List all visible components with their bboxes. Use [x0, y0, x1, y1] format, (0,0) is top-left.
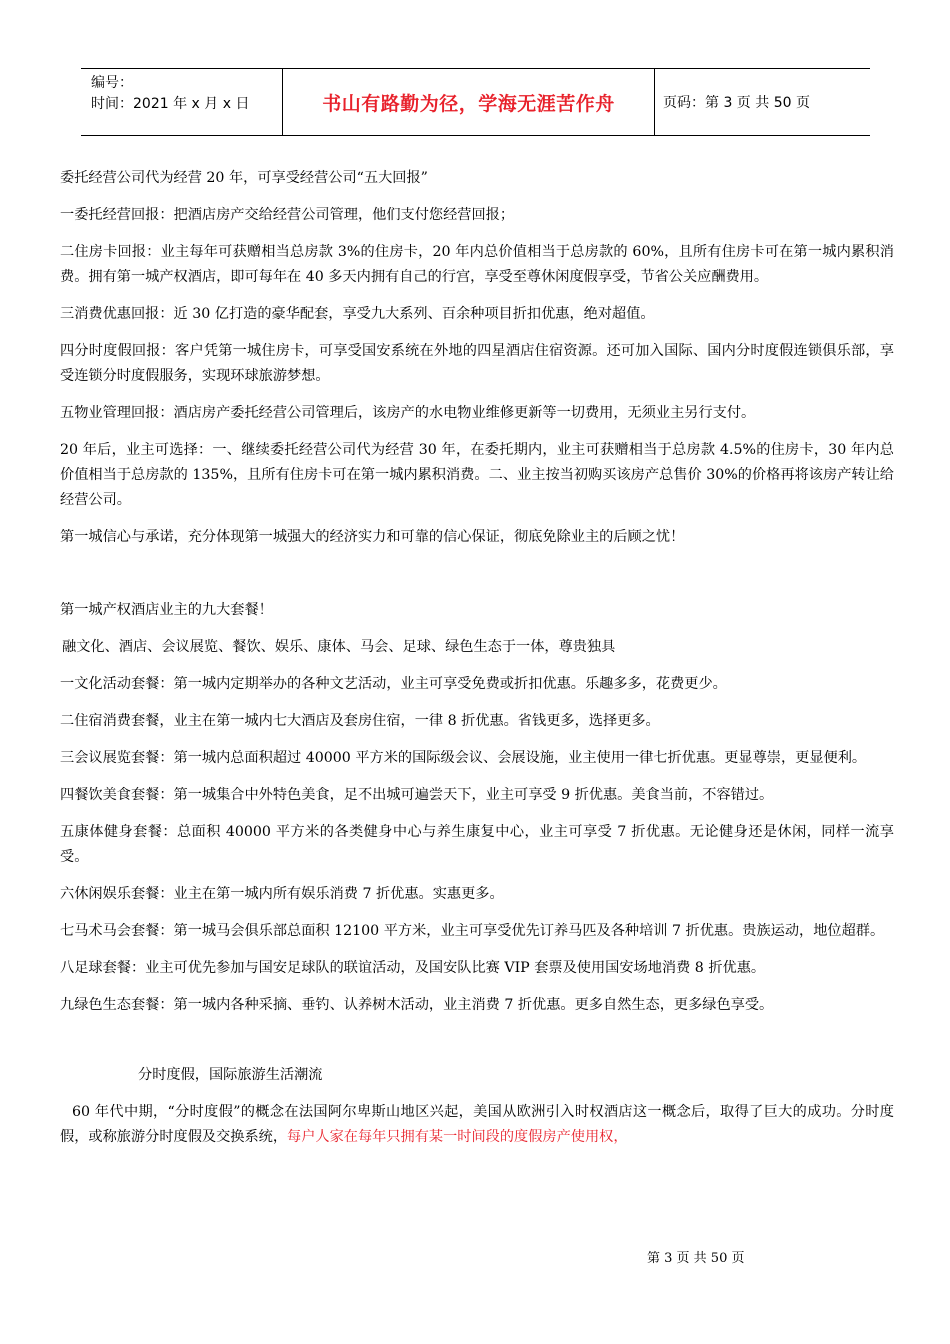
header-page-info: 页码：第 3 页 共 50 页	[663, 95, 810, 111]
paragraph-return-4: 四分时度假回报：客户凭第一城住房卡，可享受国安系统在外地的四星酒店住宿资源。还可加入国际、国内分时度假连锁俱乐部，享受连锁分时度假服务，实现环球旅游梦想。	[60, 343, 894, 384]
header-number-label: 编号：	[91, 75, 133, 91]
timeshare-highlight: 每户人家在每年只拥有某一时间段的度假房产使用权，	[287, 1129, 628, 1145]
package-item: 九绿色生态套餐：第一城内各种采摘、垂钓、认养树木活动，业主消费 7 折优惠。更多自然生态，更多绿色享受。	[60, 997, 774, 1013]
section-spacer	[60, 562, 894, 598]
header-motto: 书山有路勤为径，学海无涯苦作舟	[282, 69, 655, 135]
package-item: 七马术马会套餐：第一城马会俱乐部总面积 12100 平方米，业主可享受优先订养马匹及各种培训 7 折优惠。贵族运动，地位超群。	[60, 923, 885, 939]
paragraph-return-2: 二住房卡回报：业主每年可获赠相当总房款 3%的住房卡，20 年内总价值相当于总房款的 60%，且所有住房卡可在第一城内累积消费。拥有第一城产权酒店，即可每年在 40 多天内拥有自己的行宫，享受至尊休闲度假享受，节省公关应酬费用。	[60, 244, 894, 285]
timeshare-paragraph	[60, 1100, 894, 1150]
timeshare-title: 分时度假，国际旅游生活潮流	[138, 1067, 323, 1083]
package-item: 八足球套餐：业主可优先参加与国安足球队的联谊活动，及国安队比赛 VIP 套票及使用国安场地消费 8 折优惠。	[60, 960, 766, 976]
header-time-label: 时间：2021 年 x 月 x 日	[91, 96, 250, 112]
paragraph-intro: 委托经营公司代为经营 20 年，可享受经营公司“五大回报”	[60, 170, 428, 186]
document-body	[60, 166, 894, 1162]
page-footer: 第 3 页 共 50 页	[647, 1251, 745, 1266]
package-item: 六休闲娱乐套餐：业主在第一城内所有娱乐消费 7 折优惠。实惠更多。	[60, 886, 504, 902]
paragraph-commitment: 第一城信心与承诺，充分体现第一城强大的经济实力和可靠的信心保证，彻底免除业主的后顾之忧！	[60, 529, 685, 545]
package-item: 四餐饮美食套餐：第一城集合中外特色美食，足不出城可遍尝天下，业主可享受 9 折优惠。美食当前，不容错过。	[60, 787, 774, 803]
paragraph-return-1: 一委托经营回报：把酒店房产交给经营公司管理，他们支付您经营回报；	[60, 207, 515, 223]
packages-title: 第一城产权酒店业主的九大套餐！	[60, 602, 273, 618]
package-item: 二住宿消费套餐，业主在第一城内七大酒店及套房住宿，一律 8 折优惠。省钱更多，选择更多。	[60, 713, 660, 729]
paragraph-after-20-years: 20 年后，业主可选择：一、继续委托经营公司代为经营 30 年，在委托期内，业主可获赠相当于总房款 4.5%的住房卡，30 年内总价值相当于总房款的 135%，且所有住房卡可在第一城内累积消费。二、业主按当初购买该房产总售价 30%的价格再将该房产转让给经营公司。	[60, 442, 894, 508]
paragraph-return-3: 三消费优惠回报：近 30 亿打造的豪华配套，享受九大系列、百余种项目折扣优惠，绝对超值。	[60, 306, 655, 322]
timeshare-text: 60 年代中期，“分时度假”的概念在法国阿尔卑斯山地区兴起，美国从欧洲引入时权酒店这一概念后，取得了巨大的成功。分时度假，或称旅游分时度假及交换系统，	[60, 1104, 894, 1145]
document-header	[81, 68, 870, 136]
packages-intro: 融文化、酒店、会议展览、餐饮、娱乐、康体、马会、足球、绿色生态于一体，尊贵独具	[62, 639, 616, 655]
package-item: 五康体健身套餐：总面积 40000 平方米的各类健身中心与养生康复中心，业主可享受 7 折优惠。无论健身还是休闲，同样一流享受。	[60, 824, 894, 865]
package-item: 一文化活动套餐：第一城内定期举办的各种文艺活动，业主可享受免费或折扣优惠。乐趣多多，花费更少。	[60, 676, 727, 692]
paragraph-return-5: 五物业管理回报：酒店房产委托经营公司管理后，该房产的水电物业维修更新等一切费用，无须业主另行支付。	[60, 405, 756, 421]
header-meta	[81, 69, 282, 135]
section-spacer	[60, 1030, 894, 1063]
package-item: 三会议展览套餐：第一城内总面积超过 40000 平方米的国际级会议、会展设施，业主使用一律七折优惠。更显尊崇，更显便利。	[60, 750, 867, 766]
